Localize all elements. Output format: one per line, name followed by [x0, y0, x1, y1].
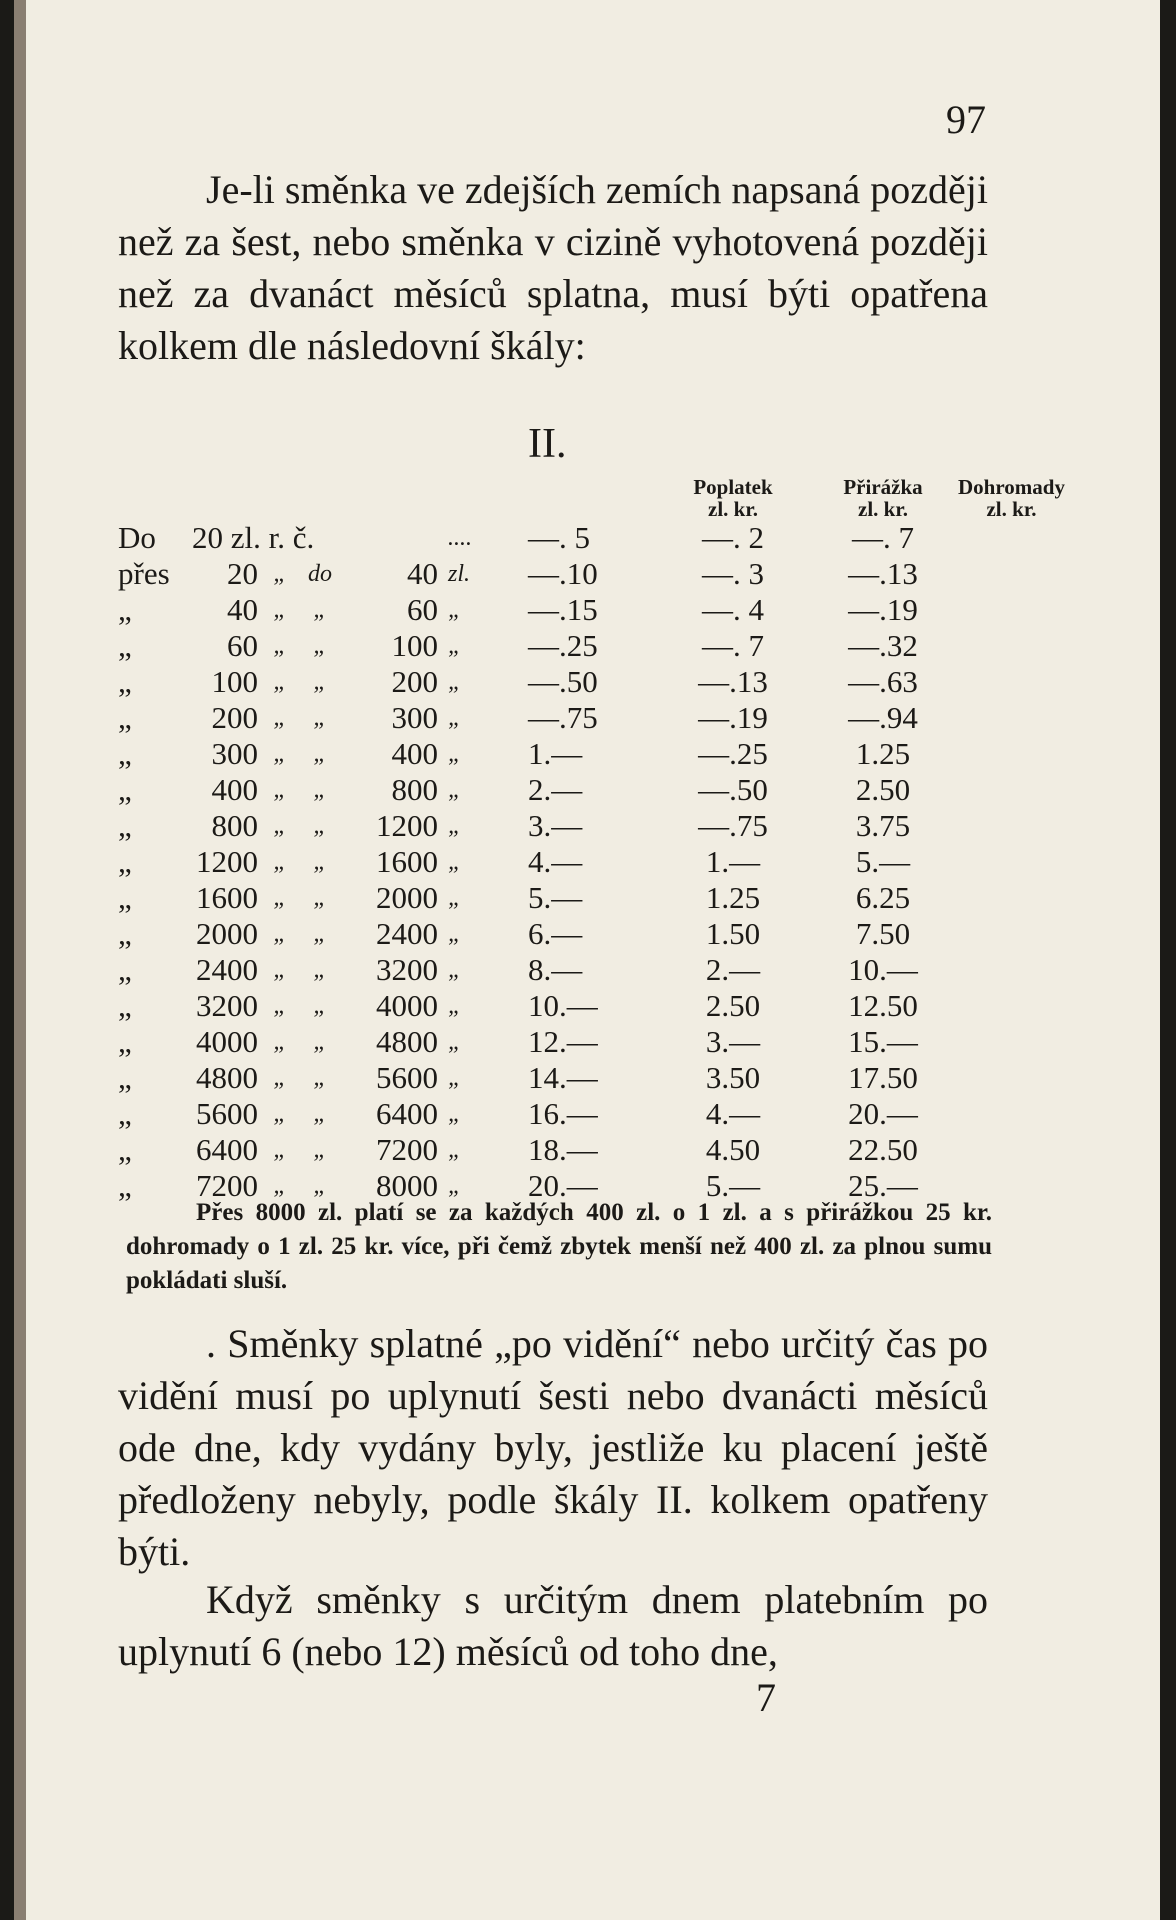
cell-q1: „ — [273, 920, 287, 947]
cell-from: 7200 — [196, 1168, 258, 1203]
cell-from: 300 — [211, 736, 258, 771]
cell-q1: „ — [273, 848, 287, 875]
cell-prefix: Do — [118, 520, 156, 555]
cell-prefix: „ — [118, 700, 132, 735]
table-row — [118, 1132, 1065, 1168]
cell-unit: „ — [448, 956, 462, 983]
cell-q2: „ — [313, 812, 327, 839]
table-row — [118, 1060, 1065, 1096]
surcharge-column-header — [808, 476, 958, 520]
cell-to: 400 — [391, 736, 438, 771]
table-header-row — [118, 476, 1065, 520]
cell-unit: „ — [448, 1100, 462, 1127]
fee-rows — [118, 520, 1065, 1204]
cell-surcharge: 1.— — [705, 844, 761, 879]
cell-unit: „ — [448, 992, 462, 1019]
page-number: 97 — [946, 97, 986, 142]
cell-from: 100 — [211, 664, 258, 699]
cell-to: 5600 — [376, 1060, 438, 1095]
cell-q1: „ — [273, 1136, 287, 1163]
cell-to: 800 — [391, 772, 438, 807]
cell-to: 60 — [407, 592, 438, 627]
table-row — [118, 772, 1065, 808]
table-row — [118, 844, 1065, 880]
cell-prefix: „ — [118, 772, 132, 807]
cell-surcharge: —. 7 — [702, 628, 764, 663]
cell-unit: „ — [448, 1064, 462, 1091]
cell-to: 100 — [391, 628, 438, 663]
cell-prefix: „ — [118, 808, 132, 843]
cell-fee: —.10 — [528, 556, 598, 591]
cell-unit: „ — [448, 1172, 462, 1199]
cell-unit: „ — [448, 776, 462, 803]
cell-to: 200 — [391, 664, 438, 699]
surcharge-header-label: Přirážka — [843, 475, 923, 499]
cell-surcharge: 3.— — [705, 1024, 761, 1059]
cell-q1: „ — [273, 632, 287, 659]
cell-total: 2.50 — [855, 772, 911, 807]
cell-prefix: „ — [118, 844, 132, 879]
cell-fee: 4.— — [528, 844, 583, 879]
cell-q2: „ — [313, 596, 327, 623]
cell-unit: „ — [448, 920, 462, 947]
table-row — [118, 700, 1065, 736]
cell-surcharge: —.13 — [698, 664, 768, 699]
cell-total: 20.— — [848, 1096, 918, 1131]
cell-from: 400 — [211, 772, 258, 807]
table-row — [118, 988, 1065, 1024]
table-row — [118, 736, 1065, 772]
cell-unit: „ — [448, 596, 462, 623]
cell-surcharge: 2.50 — [705, 988, 761, 1023]
cell-q2: „ — [313, 1028, 327, 1055]
cell-q1: „ — [273, 956, 287, 983]
cell-total: —.94 — [848, 700, 918, 735]
cell-q2: „ — [313, 848, 327, 875]
cell-fee: —.15 — [528, 592, 598, 627]
cell-q2: „ — [313, 668, 327, 695]
signature-mark: 7 — [756, 1675, 776, 1720]
cell-surcharge: —.50 — [698, 772, 768, 807]
cell-q2: do — [308, 560, 332, 587]
cell-total: —.63 — [848, 664, 918, 699]
cell-to: 40 — [407, 556, 438, 591]
cell-total: 6.25 — [855, 880, 911, 915]
cell-to: 1600 — [376, 844, 438, 879]
cell-prefix: „ — [118, 628, 132, 663]
cell-total: 25.— — [848, 1168, 918, 1203]
cell-from: 4000 — [196, 1024, 258, 1059]
cell-q1: „ — [273, 776, 287, 803]
cell-q1: „ — [273, 884, 287, 911]
fee-header-units: zl. kr. — [708, 497, 758, 521]
intro-text: Je-li směnka ve zdejších zemích napsaná později než za šest, nebo směnka v cizině vyhotovená později než za dvanáct měsíců splatna, musí býti opatřena kolkem dle následovní škály: — [118, 167, 988, 368]
cell-unit: zl. — [448, 560, 471, 587]
cell-surcharge: —. 3 — [702, 556, 764, 591]
cell-to: 300 — [391, 700, 438, 735]
cell-fee: 20.— — [528, 1168, 598, 1203]
table-row — [118, 664, 1065, 700]
cell-q2: „ — [313, 992, 327, 1019]
table-row — [118, 1096, 1065, 1132]
paragraph-3 — [118, 1574, 988, 1678]
total-header-label: Dohromady — [958, 475, 1065, 499]
cell-q1: „ — [273, 704, 287, 731]
cell-unit: „ — [448, 1136, 462, 1163]
cell-q2: „ — [313, 1100, 327, 1127]
cell-total: 22.50 — [848, 1132, 918, 1167]
cell-q2: „ — [313, 776, 327, 803]
cell-total: 1.25 — [855, 736, 911, 771]
table-row — [118, 556, 1065, 592]
cell-surcharge: 1.50 — [705, 916, 761, 951]
cell-prefix: „ — [118, 1060, 132, 1095]
cell-fee: 3.— — [528, 808, 583, 843]
cell-from: 60 — [227, 628, 258, 663]
cell-prefix: „ — [118, 1132, 132, 1167]
cell-surcharge: 2.— — [705, 952, 761, 987]
surcharge-header-units: zl. kr. — [858, 497, 908, 521]
paragraph-2 — [118, 1318, 988, 1578]
cell-unit: „ — [448, 1028, 462, 1055]
cell-from: 20 zl. r. č. — [192, 520, 315, 555]
cell-prefix: přes — [118, 556, 170, 591]
cell-fee: 14.— — [528, 1060, 598, 1095]
cell-q1: „ — [273, 560, 287, 587]
stamp-fee-table — [118, 476, 1065, 1204]
paragraph-3-text: Když směnky s určitým dnem platebním po uplynutí 6 (nebo 12) měsíců od toho dne, — [118, 1577, 988, 1674]
cell-from: 3200 — [196, 988, 258, 1023]
cell-unit: „ — [448, 848, 462, 875]
cell-q2: „ — [313, 1172, 327, 1199]
table-row — [118, 916, 1065, 952]
cell-fee: 12.— — [528, 1024, 598, 1059]
cell-from: 40 — [227, 592, 258, 627]
cell-to: 4800 — [376, 1024, 438, 1059]
cell-surcharge: —.19 — [698, 700, 768, 735]
cell-to: 4000 — [376, 988, 438, 1023]
cell-to: 7200 — [376, 1132, 438, 1167]
cell-total: 7.50 — [855, 916, 911, 951]
cell-surcharge: —.25 — [698, 736, 768, 771]
cell-q1: „ — [273, 812, 287, 839]
cell-q2: „ — [313, 884, 327, 911]
cell-prefix: „ — [118, 1096, 132, 1131]
cell-total: 5.— — [855, 844, 911, 879]
paragraph-2-text: . Směnky splatné „po vidění“ nebo určitý čas po vidění musí po uplynutí šesti nebo dvanácti měsíců ode dne, kdy vydány byly, jestliže ku placení ještě předloženy nebyly, podle škály II. kolkem opatřeny býti. — [118, 1321, 988, 1574]
cell-q2: „ — [313, 1136, 327, 1163]
cell-unit: „ — [448, 632, 462, 659]
cell-fee: 6.— — [528, 916, 583, 951]
cell-to: 3200 — [376, 952, 438, 987]
cell-prefix: „ — [118, 880, 132, 915]
cell-unit: „ — [448, 704, 462, 731]
cell-q1: „ — [273, 1064, 287, 1091]
cell-total: —. 7 — [852, 520, 914, 555]
cell-from: 4800 — [196, 1060, 258, 1095]
cell-surcharge: 1.25 — [705, 880, 761, 915]
cell-from: 6400 — [196, 1132, 258, 1167]
cell-q1: „ — [273, 740, 287, 767]
cell-total: 3.75 — [855, 808, 911, 843]
intro-paragraph — [118, 164, 988, 372]
cell-prefix: „ — [118, 1024, 132, 1059]
cell-fee: 1.— — [528, 736, 583, 771]
cell-total: —.13 — [848, 556, 918, 591]
footnote-text: Přes 8000 zl. platí se za každých 400 zl. o 1 zl. a s přirážkou 25 kr. dohromady o 1 zl. 25 kr. více, při čemž zbytek menší než 400 zl. za plnou sumu pokládati sluší. — [126, 1199, 992, 1294]
cell-fee: —.75 — [528, 700, 598, 735]
cell-fee: —.25 — [528, 628, 598, 663]
cell-fee: 2.— — [528, 772, 583, 807]
cell-from: 1600 — [196, 880, 258, 915]
table-row — [118, 1024, 1065, 1060]
total-header-units: zl. kr. — [986, 497, 1037, 521]
cell-total: 15.— — [848, 1024, 918, 1059]
cell-q2: „ — [313, 956, 327, 983]
cell-total: 12.50 — [848, 988, 918, 1023]
cell-total: 10.— — [848, 952, 918, 987]
scale-heading: II. — [528, 421, 567, 467]
cell-from: 800 — [211, 808, 258, 843]
cell-surcharge: 4.— — [705, 1096, 761, 1131]
cell-from: 5600 — [196, 1096, 258, 1131]
cell-fee: 10.— — [528, 988, 598, 1023]
cell-fee: 5.— — [528, 880, 583, 915]
cell-to: 6400 — [376, 1096, 438, 1131]
cell-surcharge: 5.— — [705, 1168, 761, 1203]
cell-q2: „ — [313, 1064, 327, 1091]
cell-unit: „ — [448, 668, 462, 695]
cell-q1: „ — [273, 1100, 287, 1127]
cell-total: 17.50 — [848, 1060, 918, 1095]
cell-prefix: „ — [118, 952, 132, 987]
cell-surcharge: 4.50 — [705, 1132, 761, 1167]
cell-fee: 8.— — [528, 952, 583, 987]
cell-q1: „ — [273, 1172, 287, 1199]
table-row — [118, 808, 1065, 844]
cell-fee: —. 5 — [528, 520, 590, 555]
cell-from: 200 — [211, 700, 258, 735]
cell-unit: „ — [448, 740, 462, 767]
table-row — [118, 880, 1065, 916]
cell-surcharge: 3.50 — [705, 1060, 761, 1095]
cell-from: 1200 — [196, 844, 258, 879]
total-column-header — [958, 476, 1065, 520]
cell-prefix: „ — [118, 1168, 132, 1203]
cell-to: 1200 — [376, 808, 438, 843]
table-row — [118, 520, 1065, 556]
cell-from: 2000 — [196, 916, 258, 951]
fee-column-header — [658, 476, 808, 520]
cell-from: 2400 — [196, 952, 258, 987]
cell-unit: „ — [448, 812, 462, 839]
cell-surcharge: —. 2 — [702, 520, 764, 555]
cell-unit: .... — [448, 524, 472, 551]
cell-prefix: „ — [118, 592, 132, 627]
cell-prefix: „ — [118, 664, 132, 699]
cell-q2: „ — [313, 632, 327, 659]
cell-q1: „ — [273, 992, 287, 1019]
cell-q2: „ — [313, 740, 327, 767]
cell-from: 20 — [227, 556, 258, 591]
cell-to: 2400 — [376, 916, 438, 951]
cell-total: —.19 — [848, 592, 918, 627]
footnote — [126, 1196, 992, 1298]
table-row — [118, 628, 1065, 664]
cell-prefix: „ — [118, 736, 132, 771]
cell-q1: „ — [273, 668, 287, 695]
cell-total: —.32 — [848, 628, 918, 663]
cell-q2: „ — [313, 704, 327, 731]
cell-fee: 16.— — [528, 1096, 598, 1131]
table-row — [118, 952, 1065, 988]
cell-surcharge: —.75 — [698, 808, 768, 843]
cell-fee: 18.— — [528, 1132, 598, 1167]
cell-to: 2000 — [376, 880, 438, 915]
cell-unit: „ — [448, 884, 462, 911]
table-row — [118, 592, 1065, 628]
cell-prefix: „ — [118, 988, 132, 1023]
cell-q1: „ — [273, 1028, 287, 1055]
cell-prefix: „ — [118, 916, 132, 951]
fee-header-label: Poplatek — [693, 475, 773, 499]
page-edge — [14, 0, 26, 1920]
cell-to: 8000 — [376, 1168, 438, 1203]
cell-q2: „ — [313, 920, 327, 947]
cell-surcharge: —. 4 — [702, 592, 764, 627]
cell-fee: —.50 — [528, 664, 598, 699]
cell-q1: „ — [273, 596, 287, 623]
